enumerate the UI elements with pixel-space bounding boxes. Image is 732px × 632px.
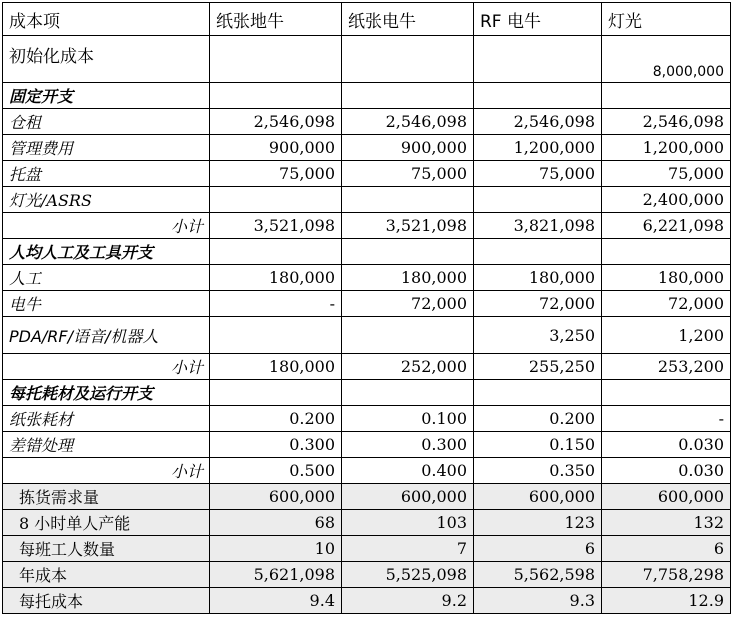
summary-row — [3, 588, 731, 614]
cell: 180,000 — [602, 265, 731, 291]
cell — [474, 380, 602, 406]
cell — [210, 239, 342, 265]
cell: 0.400 — [342, 458, 474, 484]
cell: 2,546,098 — [210, 109, 342, 135]
row-label: 差错处理 — [3, 432, 210, 458]
cell: - — [210, 291, 342, 317]
cell — [602, 380, 731, 406]
cell — [210, 36, 342, 83]
row-label: 每托成本 — [3, 588, 210, 614]
cell: 68 — [210, 510, 342, 536]
summary-row — [3, 510, 731, 536]
section-row — [3, 83, 731, 109]
cell: 75,000 — [602, 161, 731, 187]
subtotal-row — [3, 458, 731, 484]
cell: 6,221,098 — [602, 213, 731, 239]
table-row — [3, 291, 731, 317]
row-label: 电牛 — [3, 291, 210, 317]
cell: 180,000 — [210, 354, 342, 380]
section-label: 每托耗材及运行开支 — [3, 380, 210, 406]
cell: 180,000 — [210, 265, 342, 291]
cell: 3,521,098 — [210, 213, 342, 239]
header-label: 成本项 — [3, 3, 210, 36]
cell: 600,000 — [474, 484, 602, 510]
cell: 600,000 — [210, 484, 342, 510]
cell: 123 — [474, 510, 602, 536]
cell: 1,200 — [602, 317, 731, 354]
header-col-rf-electric-jack: RF 电牛 — [474, 3, 602, 36]
cell: 3,821,098 — [474, 213, 602, 239]
cell: 252,000 — [342, 354, 474, 380]
row-label: 灯光/ASRS — [3, 187, 210, 213]
row-label: 拣货需求量 — [3, 484, 210, 510]
cell — [210, 83, 342, 109]
row-label: 年成本 — [3, 562, 210, 588]
cell: 180,000 — [474, 265, 602, 291]
row-label: 仓租 — [3, 109, 210, 135]
cell — [474, 187, 602, 213]
cell — [210, 317, 342, 354]
cell: 75,000 — [474, 161, 602, 187]
table-row — [3, 187, 731, 213]
cell: 5,525,098 — [342, 562, 474, 588]
table-row — [3, 36, 731, 83]
table-row — [3, 161, 731, 187]
cell: 0.500 — [210, 458, 342, 484]
cell — [210, 187, 342, 213]
header-col-paper-hand-jack: 纸张地牛 — [210, 3, 342, 36]
cell — [474, 83, 602, 109]
cell — [342, 380, 474, 406]
cell — [210, 380, 342, 406]
cell — [342, 187, 474, 213]
row-label: 8 小时单人产能 — [3, 510, 210, 536]
cell: 9.2 — [342, 588, 474, 614]
section-label: 固定开支 — [3, 83, 210, 109]
section-label: 人均人工及工具开支 — [3, 239, 210, 265]
cell — [342, 317, 474, 354]
cell: - — [602, 406, 731, 432]
cell — [342, 83, 474, 109]
cell: 12.9 — [602, 588, 731, 614]
cell: 6 — [474, 536, 602, 562]
table-row — [3, 135, 731, 161]
section-row — [3, 380, 731, 406]
cell: 5,562,598 — [474, 562, 602, 588]
cell: 75,000 — [342, 161, 474, 187]
row-label: 托盘 — [3, 161, 210, 187]
row-label: 纸张耗材 — [3, 406, 210, 432]
subtotal-row — [3, 213, 731, 239]
cell: 132 — [602, 510, 731, 536]
cell: 180,000 — [342, 265, 474, 291]
cell — [342, 36, 474, 83]
table-row — [3, 265, 731, 291]
cell — [602, 83, 731, 109]
cell: 0.150 — [474, 432, 602, 458]
table-row — [3, 109, 731, 135]
row-label: 每班工人数量 — [3, 536, 210, 562]
cost-table — [2, 2, 731, 614]
cell: 9.3 — [474, 588, 602, 614]
cell: 103 — [342, 510, 474, 536]
cell — [602, 239, 731, 265]
cell: 5,621,098 — [210, 562, 342, 588]
cell: 0.200 — [210, 406, 342, 432]
cell: 0.030 — [602, 458, 731, 484]
header-col-paper-electric-jack: 纸张电牛 — [342, 3, 474, 36]
cell: 0.200 — [474, 406, 602, 432]
table-row — [3, 406, 731, 432]
cell: 255,250 — [474, 354, 602, 380]
cell: 600,000 — [342, 484, 474, 510]
cell: 1,200,000 — [602, 135, 731, 161]
subtotal-label: 小计 — [3, 354, 210, 380]
cell: 600,000 — [602, 484, 731, 510]
table-row — [3, 432, 731, 458]
cell: 900,000 — [342, 135, 474, 161]
cell — [342, 239, 474, 265]
cell: 0.300 — [210, 432, 342, 458]
cell: 7,758,298 — [602, 562, 731, 588]
subtotal-label: 小计 — [3, 213, 210, 239]
section-row — [3, 239, 731, 265]
cell: 3,250 — [474, 317, 602, 354]
subtotal-label: 小计 — [3, 458, 210, 484]
row-label: PDA/RF/语音/机器人 — [3, 317, 210, 354]
summary-row — [3, 536, 731, 562]
cell: 7 — [342, 536, 474, 562]
cell: 0.300 — [342, 432, 474, 458]
cell: 0.030 — [602, 432, 731, 458]
cell: 8,000,000 — [602, 36, 731, 83]
row-label: 初始化成本 — [3, 36, 210, 83]
table-row — [3, 317, 731, 354]
cell: 0.100 — [342, 406, 474, 432]
row-label: 人工 — [3, 265, 210, 291]
subtotal-row — [3, 354, 731, 380]
cell: 1,200,000 — [474, 135, 602, 161]
cell: 72,000 — [602, 291, 731, 317]
cell: 253,200 — [602, 354, 731, 380]
cell: 10 — [210, 536, 342, 562]
cell: 900,000 — [210, 135, 342, 161]
cell: 2,546,098 — [474, 109, 602, 135]
cell: 0.350 — [474, 458, 602, 484]
summary-row — [3, 484, 731, 510]
cell: 72,000 — [474, 291, 602, 317]
header-col-pick-to-light: 灯光 — [602, 3, 731, 36]
cell — [474, 36, 602, 83]
cell: 6 — [602, 536, 731, 562]
cell — [474, 239, 602, 265]
cell: 9.4 — [210, 588, 342, 614]
cell: 3,521,098 — [342, 213, 474, 239]
cell: 2,546,098 — [342, 109, 474, 135]
cell: 2,400,000 — [602, 187, 731, 213]
cell: 75,000 — [210, 161, 342, 187]
cell: 72,000 — [342, 291, 474, 317]
summary-row — [3, 562, 731, 588]
cell: 2,546,098 — [602, 109, 731, 135]
row-label: 管理费用 — [3, 135, 210, 161]
header-row — [3, 3, 731, 36]
